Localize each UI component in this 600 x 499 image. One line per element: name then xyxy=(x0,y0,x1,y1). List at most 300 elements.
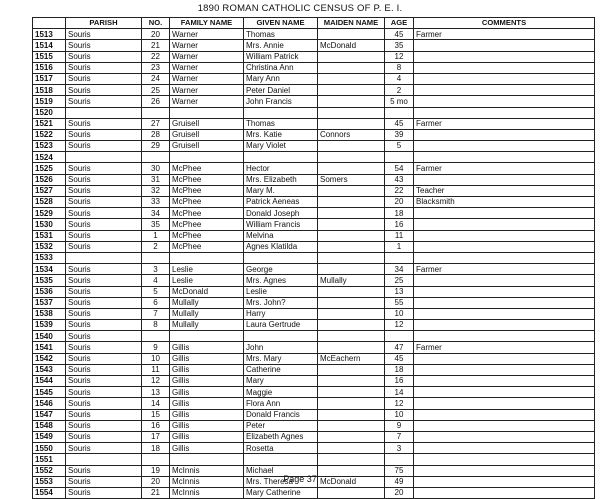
header-given-name: GIVEN NAME xyxy=(244,18,318,29)
family-name-cell xyxy=(170,252,244,263)
comments-cell xyxy=(414,308,595,319)
number-cell: 31 xyxy=(142,174,170,185)
table-row xyxy=(33,297,595,308)
age-cell: 34 xyxy=(385,264,414,275)
comments-cell xyxy=(414,141,595,152)
parish-cell: Souris xyxy=(66,29,142,40)
given-name-cell: Donald Joseph xyxy=(244,208,318,219)
parish-cell: Souris xyxy=(66,230,142,241)
header-maiden-name: MAIDEN NAME xyxy=(318,18,385,29)
record-number: 1515 xyxy=(33,51,66,62)
given-name-cell: John Francis xyxy=(244,96,318,107)
parish-cell: Souris xyxy=(66,129,142,140)
comments-cell xyxy=(414,85,595,96)
record-number: 1545 xyxy=(33,387,66,398)
record-number: 1514 xyxy=(33,40,66,51)
comments-cell xyxy=(414,398,595,409)
family-name-cell: McPhee xyxy=(170,197,244,208)
comments-cell xyxy=(414,275,595,286)
age-cell: 5 xyxy=(385,141,414,152)
maiden-name-cell: McDonald xyxy=(318,40,385,51)
age-cell: 18 xyxy=(385,364,414,375)
header-age: AGE xyxy=(385,18,414,29)
table-row xyxy=(33,118,595,129)
table-row xyxy=(33,174,595,185)
record-number: 1535 xyxy=(33,275,66,286)
comments-cell: Farmer xyxy=(414,163,595,174)
table-row xyxy=(33,29,595,40)
given-name-cell: Mrs. Annie xyxy=(244,40,318,51)
record-number: 1523 xyxy=(33,141,66,152)
comments-cell xyxy=(414,241,595,252)
table-row xyxy=(33,353,595,364)
family-name-cell: Warner xyxy=(170,40,244,51)
parish-cell: Souris xyxy=(66,364,142,375)
number-cell xyxy=(142,331,170,342)
given-name-cell: Rosetta xyxy=(244,443,318,454)
age-cell: 10 xyxy=(385,409,414,420)
number-cell: 1 xyxy=(142,230,170,241)
number-cell: 13 xyxy=(142,387,170,398)
family-name-cell: Mullally xyxy=(170,320,244,331)
header-parish: PARISH xyxy=(66,18,142,29)
comments-cell: Farmer xyxy=(414,29,595,40)
page-number: Page 37 xyxy=(283,474,317,484)
record-number: 1547 xyxy=(33,409,66,420)
record-number: 1540 xyxy=(33,331,66,342)
given-name-cell: Thomas xyxy=(244,29,318,40)
record-number: 1534 xyxy=(33,264,66,275)
number-cell: 19 xyxy=(142,465,170,476)
table-row xyxy=(33,454,595,465)
number-cell: 33 xyxy=(142,197,170,208)
number-cell: 25 xyxy=(142,85,170,96)
record-number: 1532 xyxy=(33,241,66,252)
number-cell: 16 xyxy=(142,420,170,431)
maiden-name-cell xyxy=(318,51,385,62)
parish-cell: Souris xyxy=(66,118,142,129)
given-name-cell: Melvina xyxy=(244,230,318,241)
comments-cell xyxy=(414,431,595,442)
table-row xyxy=(33,163,595,174)
age-cell: 55 xyxy=(385,297,414,308)
table-row xyxy=(33,73,595,84)
family-name-cell: Leslie xyxy=(170,264,244,275)
given-name-cell: Peter Daniel xyxy=(244,85,318,96)
record-number: 1525 xyxy=(33,163,66,174)
given-name-cell: Hector xyxy=(244,163,318,174)
number-cell: 6 xyxy=(142,297,170,308)
age-cell: 47 xyxy=(385,342,414,353)
record-number: 1513 xyxy=(33,29,66,40)
given-name-cell: Patrick Aeneas xyxy=(244,197,318,208)
family-name-cell: Warner xyxy=(170,51,244,62)
age-cell: 12 xyxy=(385,51,414,62)
family-name-cell: McPhee xyxy=(170,163,244,174)
age-cell: 12 xyxy=(385,398,414,409)
table-row xyxy=(33,387,595,398)
age-cell: 49 xyxy=(385,476,414,487)
table-row xyxy=(33,252,595,263)
family-name-cell: McPhee xyxy=(170,208,244,219)
record-number: 1537 xyxy=(33,297,66,308)
number-cell xyxy=(142,252,170,263)
age-cell xyxy=(385,454,414,465)
family-name-cell: Gillis xyxy=(170,387,244,398)
number-cell: 26 xyxy=(142,96,170,107)
header-comments: COMMENTS xyxy=(414,18,595,29)
parish-cell: Souris xyxy=(66,241,142,252)
given-name-cell: Christina Ann xyxy=(244,62,318,73)
maiden-name-cell xyxy=(318,73,385,84)
given-name-cell xyxy=(244,152,318,163)
record-number: 1526 xyxy=(33,174,66,185)
age-cell: 39 xyxy=(385,129,414,140)
age-cell: 20 xyxy=(385,487,414,498)
table-row xyxy=(33,331,595,342)
comments-cell xyxy=(414,409,595,420)
page-title: 1890 ROMAN CATHOLIC CENSUS OF P. E. I. xyxy=(197,3,403,14)
comments-cell xyxy=(414,174,595,185)
comments-cell xyxy=(414,286,595,297)
family-name-cell: Gillis xyxy=(170,443,244,454)
family-name-cell xyxy=(170,152,244,163)
maiden-name-cell xyxy=(318,331,385,342)
age-cell: 13 xyxy=(385,286,414,297)
number-cell: 11 xyxy=(142,364,170,375)
comments-cell: Farmer xyxy=(414,264,595,275)
given-name-cell: Mary xyxy=(244,376,318,387)
given-name-cell: Thomas xyxy=(244,118,318,129)
family-name-cell: McInnis xyxy=(170,476,244,487)
given-name-cell: Harry xyxy=(244,308,318,319)
number-cell xyxy=(142,152,170,163)
table-row xyxy=(33,40,595,51)
given-name-cell: William Patrick xyxy=(244,51,318,62)
family-name-cell: Gillis xyxy=(170,398,244,409)
number-cell: 20 xyxy=(142,29,170,40)
maiden-name-cell: McEachern xyxy=(318,353,385,364)
table-row xyxy=(33,320,595,331)
record-number: 1550 xyxy=(33,443,66,454)
age-cell xyxy=(385,252,414,263)
age-cell: 14 xyxy=(385,387,414,398)
parish-cell: Souris xyxy=(66,62,142,73)
table-row xyxy=(33,141,595,152)
family-name-cell: Gruisell xyxy=(170,129,244,140)
age-cell xyxy=(385,331,414,342)
given-name-cell: Catherine xyxy=(244,364,318,375)
age-cell: 16 xyxy=(385,219,414,230)
comments-cell xyxy=(414,208,595,219)
family-name-cell: Gillis xyxy=(170,353,244,364)
parish-cell xyxy=(66,152,142,163)
age-cell: 8 xyxy=(385,62,414,73)
given-name-cell: William Francis xyxy=(244,219,318,230)
maiden-name-cell: Somers xyxy=(318,174,385,185)
comments-cell xyxy=(414,40,595,51)
comments-cell xyxy=(414,107,595,118)
family-name-cell: Gillis xyxy=(170,364,244,375)
family-name-cell: McDonald xyxy=(170,286,244,297)
family-name-cell: McInnis xyxy=(170,487,244,498)
maiden-name-cell xyxy=(318,387,385,398)
given-name-cell: Leslie xyxy=(244,286,318,297)
table-row xyxy=(33,230,595,241)
parish-cell: Souris xyxy=(66,331,142,342)
family-name-cell: Warner xyxy=(170,73,244,84)
table-row xyxy=(33,152,595,163)
given-name-cell: Mrs. John? xyxy=(244,297,318,308)
age-cell xyxy=(385,152,414,163)
record-number: 1518 xyxy=(33,85,66,96)
maiden-name-cell xyxy=(318,107,385,118)
parish-cell: Souris xyxy=(66,342,142,353)
number-cell xyxy=(142,107,170,118)
maiden-name-cell xyxy=(318,197,385,208)
number-cell: 21 xyxy=(142,487,170,498)
number-cell: 10 xyxy=(142,353,170,364)
number-cell: 32 xyxy=(142,185,170,196)
parish-cell: Souris xyxy=(66,398,142,409)
number-cell: 30 xyxy=(142,163,170,174)
record-number: 1542 xyxy=(33,353,66,364)
header-id xyxy=(33,18,66,29)
record-number: 1530 xyxy=(33,219,66,230)
given-name-cell: Agnes Klatilda xyxy=(244,241,318,252)
number-cell: 2 xyxy=(142,241,170,252)
maiden-name-cell xyxy=(318,308,385,319)
parish-cell: Souris xyxy=(66,219,142,230)
number-cell: 24 xyxy=(142,73,170,84)
family-name-cell: Warner xyxy=(170,62,244,73)
age-cell: 18 xyxy=(385,208,414,219)
record-number: 1536 xyxy=(33,286,66,297)
record-number: 1554 xyxy=(33,487,66,498)
given-name-cell: Peter xyxy=(244,420,318,431)
parish-cell: Souris xyxy=(66,353,142,364)
record-number: 1551 xyxy=(33,454,66,465)
number-cell: 22 xyxy=(142,51,170,62)
maiden-name-cell xyxy=(318,185,385,196)
parish-cell: Souris xyxy=(66,443,142,454)
table-row xyxy=(33,275,595,286)
maiden-name-cell xyxy=(318,62,385,73)
age-cell: 10 xyxy=(385,308,414,319)
maiden-name-cell xyxy=(318,118,385,129)
number-cell: 17 xyxy=(142,431,170,442)
given-name-cell: Mrs. Elizabeth xyxy=(244,174,318,185)
number-cell: 8 xyxy=(142,320,170,331)
parish-cell: Souris xyxy=(66,487,142,498)
comments-cell xyxy=(414,129,595,140)
age-cell: 11 xyxy=(385,230,414,241)
age-cell: 9 xyxy=(385,420,414,431)
maiden-name-cell xyxy=(318,443,385,454)
parish-cell: Souris xyxy=(66,297,142,308)
given-name-cell: Mary M. xyxy=(244,185,318,196)
age-cell xyxy=(385,107,414,118)
table-row xyxy=(33,197,595,208)
record-number: 1541 xyxy=(33,342,66,353)
maiden-name-cell xyxy=(318,141,385,152)
maiden-name-cell xyxy=(318,297,385,308)
comments-cell: Teacher xyxy=(414,185,595,196)
parish-cell: Souris xyxy=(66,208,142,219)
record-number: 1522 xyxy=(33,129,66,140)
family-name-cell: Warner xyxy=(170,29,244,40)
number-cell xyxy=(142,454,170,465)
number-cell: 9 xyxy=(142,342,170,353)
comments-cell xyxy=(414,219,595,230)
comments-cell xyxy=(414,387,595,398)
maiden-name-cell xyxy=(318,85,385,96)
comments-cell: Farmer xyxy=(414,342,595,353)
table-row xyxy=(33,185,595,196)
table-row xyxy=(33,286,595,297)
record-number: 1533 xyxy=(33,252,66,263)
number-cell: 5 xyxy=(142,286,170,297)
number-cell: 20 xyxy=(142,476,170,487)
maiden-name-cell xyxy=(318,152,385,163)
parish-cell: Souris xyxy=(66,73,142,84)
maiden-name-cell: Connors xyxy=(318,129,385,140)
parish-cell xyxy=(66,454,142,465)
age-cell: 45 xyxy=(385,118,414,129)
maiden-name-cell: Mullally xyxy=(318,275,385,286)
given-name-cell xyxy=(244,454,318,465)
parish-cell: Souris xyxy=(66,96,142,107)
record-number: 1527 xyxy=(33,185,66,196)
maiden-name-cell xyxy=(318,241,385,252)
comments-cell xyxy=(414,152,595,163)
census-table xyxy=(32,17,595,499)
parish-cell: Souris xyxy=(66,320,142,331)
number-cell: 14 xyxy=(142,398,170,409)
age-cell: 7 xyxy=(385,431,414,442)
comments-cell xyxy=(414,376,595,387)
family-name-cell: Mullally xyxy=(170,297,244,308)
maiden-name-cell xyxy=(318,230,385,241)
family-name-cell xyxy=(170,107,244,118)
record-number: 1529 xyxy=(33,208,66,219)
given-name-cell: George xyxy=(244,264,318,275)
age-cell: 4 xyxy=(385,73,414,84)
age-cell: 5 mo xyxy=(385,96,414,107)
parish-cell: Souris xyxy=(66,275,142,286)
comments-cell xyxy=(414,297,595,308)
comments-cell xyxy=(414,73,595,84)
parish-cell: Souris xyxy=(66,387,142,398)
age-cell: 75 xyxy=(385,465,414,476)
record-number: 1528 xyxy=(33,197,66,208)
family-name-cell: Leslie xyxy=(170,275,244,286)
table-row xyxy=(33,51,595,62)
family-name-cell: Gruisell xyxy=(170,118,244,129)
record-number: 1553 xyxy=(33,476,66,487)
family-name-cell: Gillis xyxy=(170,420,244,431)
given-name-cell: Mrs. Katie xyxy=(244,129,318,140)
table-row xyxy=(33,431,595,442)
table-row xyxy=(33,420,595,431)
maiden-name-cell xyxy=(318,431,385,442)
comments-cell xyxy=(414,454,595,465)
parish-cell: Souris xyxy=(66,264,142,275)
maiden-name-cell xyxy=(318,409,385,420)
comments-cell xyxy=(414,420,595,431)
record-number: 1543 xyxy=(33,364,66,375)
table-row xyxy=(33,264,595,275)
parish-cell: Souris xyxy=(66,431,142,442)
family-name-cell: Gillis xyxy=(170,431,244,442)
header-row xyxy=(33,18,595,29)
maiden-name-cell xyxy=(318,163,385,174)
parish-cell: Souris xyxy=(66,51,142,62)
number-cell: 27 xyxy=(142,118,170,129)
parish-cell: Souris xyxy=(66,163,142,174)
given-name-cell: Mary Catherine xyxy=(244,487,318,498)
record-number: 1539 xyxy=(33,320,66,331)
table-row xyxy=(33,409,595,420)
table-row xyxy=(33,208,595,219)
maiden-name-cell xyxy=(318,420,385,431)
parish-cell xyxy=(66,107,142,118)
number-cell: 34 xyxy=(142,208,170,219)
maiden-name-cell xyxy=(318,454,385,465)
parish-cell: Souris xyxy=(66,286,142,297)
parish-cell xyxy=(66,252,142,263)
parish-cell: Souris xyxy=(66,476,142,487)
record-number: 1552 xyxy=(33,465,66,476)
family-name-cell: McInnis xyxy=(170,465,244,476)
parish-cell: Souris xyxy=(66,85,142,96)
family-name-cell: Gillis xyxy=(170,376,244,387)
record-number: 1549 xyxy=(33,431,66,442)
record-number: 1517 xyxy=(33,73,66,84)
table-row xyxy=(33,129,595,140)
age-cell: 1 xyxy=(385,241,414,252)
record-number: 1546 xyxy=(33,398,66,409)
record-number: 1521 xyxy=(33,118,66,129)
table-row xyxy=(33,342,595,353)
table-row xyxy=(33,443,595,454)
record-number: 1538 xyxy=(33,308,66,319)
table-row xyxy=(33,107,595,118)
table-row xyxy=(33,85,595,96)
record-number: 1548 xyxy=(33,420,66,431)
table-row xyxy=(33,96,595,107)
family-name-cell: McPhee xyxy=(170,219,244,230)
family-name-cell: Warner xyxy=(170,96,244,107)
comments-cell: Blacksmith xyxy=(414,197,595,208)
family-name-cell: Gruisell xyxy=(170,141,244,152)
given-name-cell: Mrs. Agnes xyxy=(244,275,318,286)
maiden-name-cell xyxy=(318,364,385,375)
age-cell: 43 xyxy=(385,174,414,185)
family-name-cell: McPhee xyxy=(170,185,244,196)
family-name-cell xyxy=(170,331,244,342)
header-no: NO. xyxy=(142,18,170,29)
family-name-cell: McPhee xyxy=(170,241,244,252)
number-cell: 21 xyxy=(142,40,170,51)
parish-cell: Souris xyxy=(66,40,142,51)
parish-cell: Souris xyxy=(66,409,142,420)
given-name-cell xyxy=(244,107,318,118)
header-family-name: FAMILY NAME xyxy=(170,18,244,29)
comments-cell xyxy=(414,364,595,375)
given-name-cell xyxy=(244,331,318,342)
number-cell: 15 xyxy=(142,409,170,420)
